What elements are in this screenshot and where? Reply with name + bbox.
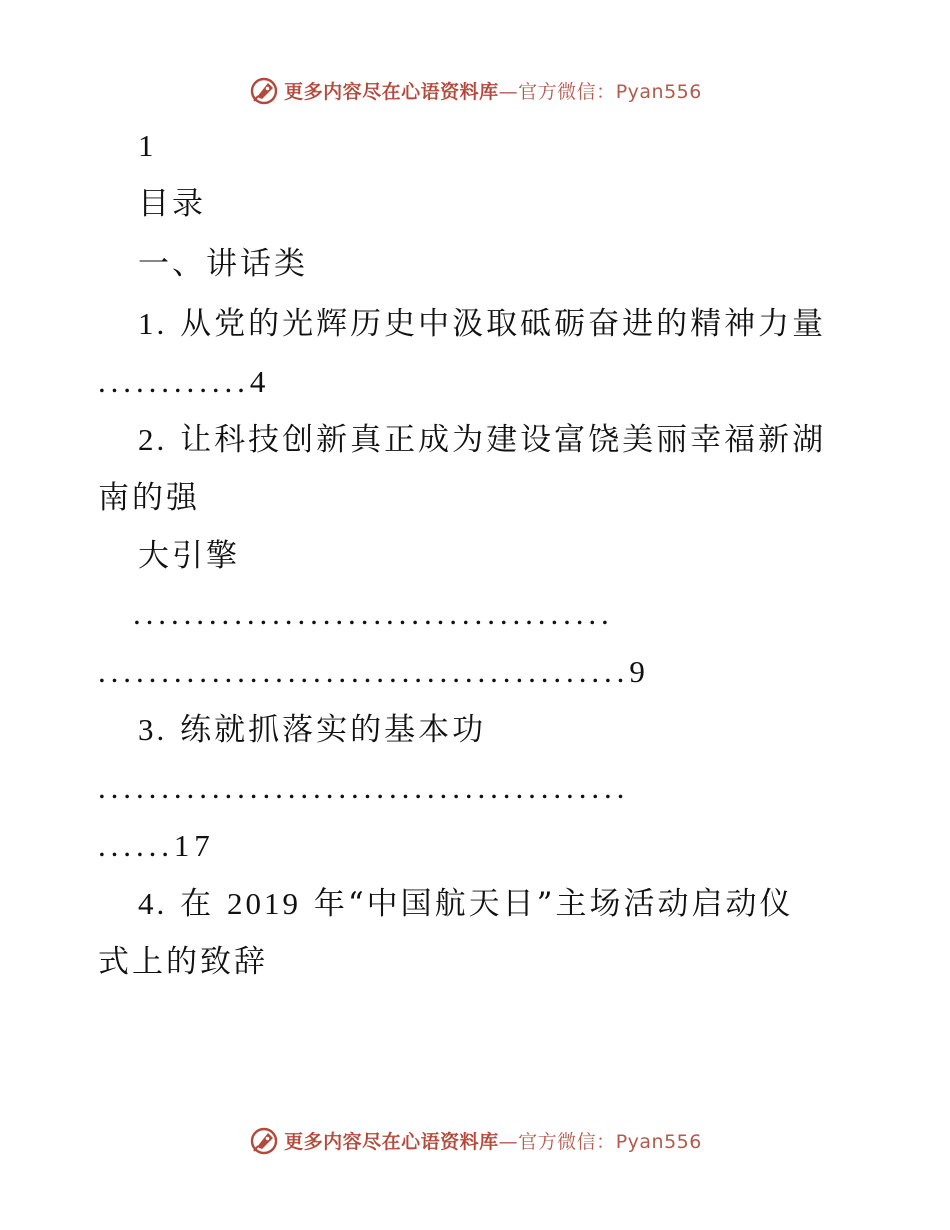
toc-entry-text: 让科技创新真正成为建设富饶美丽幸福新湖: [180, 422, 827, 458]
dot-leader: ............: [98, 364, 250, 399]
watermark-handle: Pyan556: [615, 1130, 702, 1153]
watermark-text: 更多内容尽在心语资料库—官方微信：Pyan556: [284, 1130, 702, 1153]
toc-entry-3-title[interactable]: [138, 710, 486, 750]
page-number: 1: [138, 128, 157, 163]
toc-entry-page: 17: [173, 828, 215, 863]
watermark-text: 更多内容尽在心语资料库—官方微信：Pyan556: [284, 80, 702, 103]
toc-entry-number: 2.: [138, 422, 168, 457]
toc-entry-3-leader-1: ..........................................: [98, 770, 630, 805]
toc-entry-2-title-cont: 南的强: [98, 480, 200, 516]
toc-entry-1-leader: [98, 362, 270, 402]
toc-entry-2-title-cont2: 大引擎: [138, 538, 240, 574]
toc-entry-text: 在: [180, 886, 215, 922]
toc-entry-number: 4.: [138, 886, 168, 921]
toc-entry-text: 从党的光辉历史中汲取砥砺奋进的精神力量: [180, 306, 827, 342]
toc-entry-number: 1.: [138, 306, 168, 341]
section-heading: 一、讲话类: [138, 246, 308, 282]
toc-entry-1-title[interactable]: [138, 304, 826, 344]
toc-title: 目录: [138, 186, 206, 222]
pen-nib-circle-icon: [248, 74, 280, 106]
toc-entry-text-rest: 年“中国航天日”主场活动启动仪: [313, 886, 794, 922]
toc-entry-2-leader-1: ......................................: [133, 596, 614, 631]
toc-entry-page: 4: [249, 364, 271, 399]
toc-entry-page: 9: [629, 654, 650, 689]
toc-entry-number: 3.: [138, 712, 168, 747]
toc-entry-text: 练就抓落实的基本功: [180, 712, 487, 748]
toc-entry-3-leader-2: [98, 826, 215, 866]
toc-entry-4-title-cont: 式上的致辞: [98, 944, 268, 980]
header-watermark: [0, 70, 950, 110]
footer-watermark: [0, 1120, 950, 1160]
toc-entry-2-leader-2: [98, 652, 650, 692]
toc-entry-4-title[interactable]: [138, 884, 794, 924]
watermark-handle: Pyan556: [615, 80, 702, 103]
toc-entry-2-title[interactable]: [138, 420, 826, 460]
dot-leader: ......: [98, 828, 174, 863]
pen-nib-circle-icon: [248, 1124, 280, 1156]
dot-leader: ..........................................: [98, 654, 630, 689]
toc-entry-year: 2019: [226, 886, 301, 921]
